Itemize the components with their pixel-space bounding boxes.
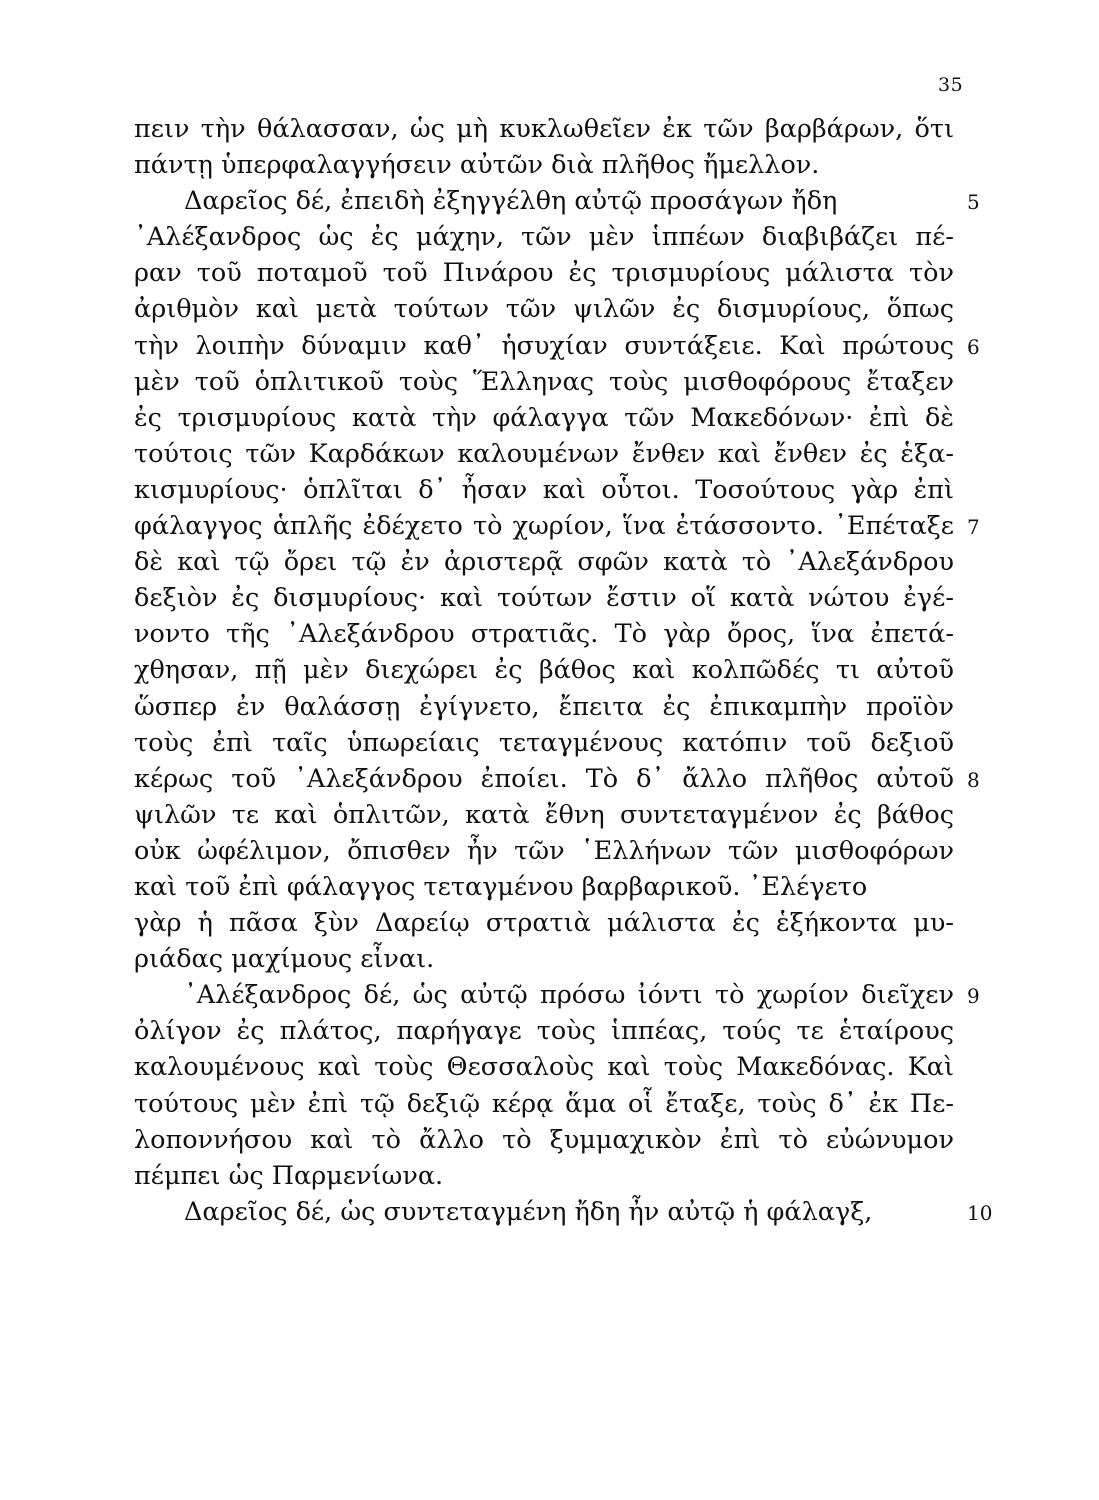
text-line — [134, 1049, 954, 1085]
text-line — [134, 544, 954, 580]
text-line-content: καλουμένους καὶ τοὺς Θεσσαλοὺς καὶ τοὺς Μακεδόνας. Καὶ — [134, 1052, 954, 1083]
text-line-content: νοντο τῆς ᾿Αλεξάνδρου στρατιᾶς. Τὸ γὰρ ὄρος, ἵνα ἐπετά- — [134, 619, 954, 650]
text-line — [134, 1122, 954, 1158]
text-line-content: χθησαν, πῇ μὲν διεχώρει ἐς βάθος καὶ κολπῶδές τι αὐτοῦ — [134, 655, 954, 686]
text-line-content: οὐκ ὠφέλιμον, ὄπισθεν ἦν τῶν ῾Ελλήνων τῶν μισθοφόρων — [134, 835, 954, 866]
text-line — [134, 689, 954, 725]
text-line-content: ψιλῶν τε καὶ ὁπλιτῶν, κατὰ ἔθνη συντεταγμένον ἐς βάθος — [134, 799, 954, 830]
text-line — [134, 941, 954, 977]
text-line — [134, 291, 954, 327]
text-line — [134, 255, 954, 291]
section-number: 7 — [967, 515, 980, 540]
text-line — [134, 219, 954, 255]
section-number: 9 — [967, 984, 980, 1009]
text-line — [134, 472, 954, 508]
text-line-content: κέρως τοῦ ᾿Αλεξάνδρου ἐποίει. Τὸ δ᾿ ἄλλο πλῆθος αὐτοῦ — [134, 763, 954, 794]
text-line-content: ᾿Αλέξανδρος ὡς ἐς μάχην, τῶν μὲν ἱππέων διαβιβάζει πέ- — [134, 222, 954, 253]
page-number: 35 — [938, 74, 964, 96]
text-line — [134, 508, 980, 544]
text-line-content: δὲ καὶ τῷ ὄρει τῷ ἐν ἀριστερᾷ σφῶν κατὰ τὸ ᾿Αλεξάνδρου — [134, 547, 954, 578]
text-line — [134, 147, 954, 183]
section-number: 10 — [967, 1200, 993, 1225]
text-line — [134, 111, 954, 147]
text-line-content: ὥσπερ ἐν θαλάσσῃ ἐγίγνετο, ἔπειτα ἐς ἐπικαμπὴν προϊὸν — [134, 691, 954, 722]
text-line — [134, 725, 954, 761]
text-line-content: ραν τοῦ ποταμοῦ τοῦ Πινάρου ἐς τρισμυρίους μάλιστα τὸν — [134, 258, 954, 289]
text-line-content: πάντῃ ὑπερφαλαγγήσειν αὐτῶν διὰ πλῆθος ἤμελλον. — [134, 150, 820, 181]
text-line — [134, 328, 980, 364]
text-line-content: ἐς τρισμυρίους κατὰ τὴν φάλαγγα τῶν Μακεδόνων· ἐπὶ δὲ — [134, 402, 954, 433]
text-line — [134, 1086, 954, 1122]
text-line — [134, 1194, 993, 1230]
text-line-content: μὲν τοῦ ὁπλιτικοῦ τοὺς Ἕλληνας τοὺς μισθοφόρους ἔταξεν — [134, 366, 954, 397]
body-text — [134, 111, 993, 1230]
text-line — [134, 652, 954, 688]
text-line-content: καὶ τοῦ ἐπὶ φάλαγγος τεταγμένου βαρβαρικοῦ. ᾿Ελέγετο — [134, 871, 868, 902]
text-line-content: τοὺς ἐπὶ ταῖς ὑπωρείαις τεταγμένους κατόπιν τοῦ δεξιοῦ — [134, 727, 954, 758]
text-line-content: δεξιὸν ἐς δισμυρίους· καὶ τούτων ἔστιν οἵ κατὰ νώτου ἐγέ- — [134, 583, 954, 614]
text-line-content: ριάδας μαχίμους εἶναι. — [134, 944, 435, 975]
text-line-content: τὴν λοιπὴν δύναμιν καθ᾿ ἡσυχίαν συντάξειε. Καὶ πρώτους — [134, 330, 954, 361]
text-line-content: γὰρ ἡ πᾶσα ξὺν Δαρείῳ στρατιὰ μάλιστα ἐς ἑξήκοντα μυ- — [134, 908, 954, 939]
section-number: 6 — [967, 334, 980, 359]
text-line-content: πειν τὴν θάλασσαν, ὡς μὴ κυκλωθεῖεν ἐκ τῶν βαρβάρων, ὅτι — [134, 114, 954, 144]
text-line — [134, 977, 980, 1013]
text-line-content: ὀλίγον ἐς πλάτος, παρήγαγε τοὺς ἱππέας, τούς τε ἑταίρους — [134, 1016, 954, 1047]
text-line-content: τούτους μὲν ἐπὶ τῷ δεξιῷ κέρᾳ ἅμα οἷ ἔταξε, τοὺς δ᾿ ἐκ Πε- — [134, 1088, 954, 1119]
section-number: 8 — [967, 767, 980, 792]
text-line — [134, 616, 954, 652]
text-line — [134, 1158, 954, 1194]
section-number: 5 — [967, 190, 980, 215]
text-line — [134, 183, 980, 219]
text-line — [134, 869, 954, 905]
text-line-content: λοποννήσου καὶ τὸ ἄλλο τὸ ξυμμαχικὸν ἐπὶ τὸ εὐώνυμον — [134, 1124, 954, 1155]
text-line — [134, 364, 954, 400]
text-line-content: Δαρεῖος δέ, ὡς συντεταγμένη ἤδη ἦν αὐτῷ ἡ φάλαγξ, — [184, 1196, 873, 1227]
text-line-content: τούτοις τῶν Καρδάκων καλουμένων ἔνθεν καὶ ἔνθεν ἐς ἑξα- — [134, 438, 954, 469]
text-line — [134, 905, 954, 941]
text-line-content: κισμυρίους· ὁπλῖται δ᾿ ἦσαν καὶ οὗτοι. Τοσούτους γὰρ ἐπὶ — [134, 474, 954, 505]
text-line — [134, 797, 954, 833]
text-line — [134, 580, 954, 616]
text-line — [134, 400, 954, 436]
text-line — [134, 1013, 954, 1049]
text-line — [134, 436, 954, 472]
text-line-content: πέμπει ὡς Παρμενίωνα. — [134, 1160, 444, 1191]
text-line — [134, 833, 954, 869]
text-line-content: ᾿Αλέξανδρος δέ, ὡς αὐτῷ πρόσω ἰόντι τὸ χωρίον διεῖχεν — [184, 980, 954, 1011]
text-line-content: Δαρεῖος δέ, ἐπειδὴ ἐξηγγέλθη αὐτῷ προσάγων ἤδη — [184, 186, 838, 217]
text-line — [134, 761, 980, 797]
text-line-content: φάλαγγος ἁπλῆς ἐδέχετο τὸ χωρίον, ἵνα ἐτάσσοντο. ᾿Επέταξε — [134, 511, 954, 542]
text-line-content: ἀριθμὸν καὶ μετὰ τούτων τῶν ψιλῶν ἐς δισμυρίους, ὅπως — [134, 294, 954, 325]
